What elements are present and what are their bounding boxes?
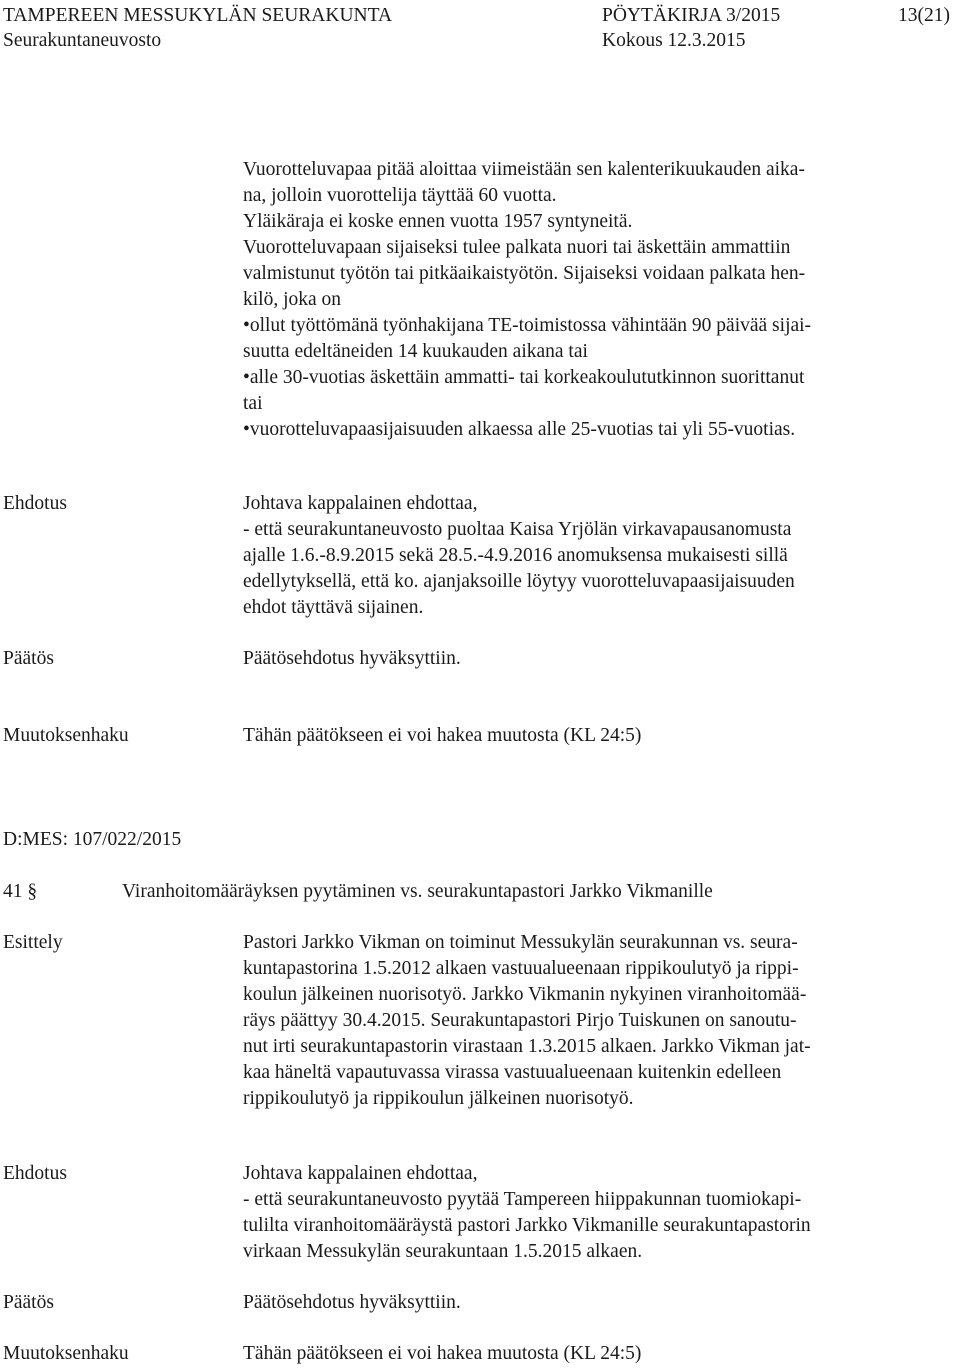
presentation-line: koulun jälkeinen nuorisotyö. Jarkko Vikmanin nykyinen viranhoitomää- (243, 984, 807, 1005)
intro-line: Vuorotteluvapaa pitää aloittaa viimeistään sen kalenterikuukauden aika- (243, 159, 805, 180)
intro-line: •vuorotteluvapaasijaisuuden alkaessa alle 25-vuotias tai yli 55-vuotias. (243, 419, 796, 440)
appeal-text: Tähän päätökseen ei voi hakea muutosta (KL 24:5) (243, 725, 642, 746)
presentation-line: nut irti seurakuntapastorin virastaan 1.3.2015 alkaen. Jarkko Vikman jat- (243, 1036, 811, 1057)
presentation-line: kuntapastorina 1.5.2012 alkaen vastuualueenaan rippikoulutyö ja rippi- (243, 958, 799, 979)
meeting-date: Kokous 12.3.2015 (602, 30, 746, 51)
appeal-text-2: Tähän päätökseen ei voi hakea muutosta (KL 24:5) (243, 1343, 642, 1364)
intro-line: •alle 30-vuotias äskettäin ammatti- tai korkeakoulututkinnon suorittanut (243, 367, 805, 388)
intro-line: valmistunut työtön tai pitkäaikaistyötön. Sijaiseksi voidaan palkata hen- (243, 263, 806, 284)
presentation-line: Pastori Jarkko Vikman on toiminut Messukylän seurakunnan vs. seura- (243, 932, 798, 953)
intro-line: •ollut työttömänä työnhakijana TE-toimistossa vähintään 90 päivää sijai- (243, 315, 812, 336)
intro-line: kilö, joka on (243, 289, 342, 310)
header-left (3, 3, 392, 53)
proposal-line: ehdot täyttävä sijainen. (243, 597, 424, 618)
proposal-line: virkaan Messukylän seurakuntaan 1.5.2015 alkaen. (243, 1241, 643, 1262)
reference-number: D:MES: 107/022/2015 (3, 829, 182, 850)
intro-line: Vuorotteluvapaan sijaiseksi tulee palkata nuori tai äskettäin ammattiin (243, 237, 791, 258)
organization-name: TAMPEREEN MESSUKYLÄN SEURAKUNTA (3, 5, 393, 26)
presentation-line: räys päättyy 30.4.2015. Seurakuntapastori Pirjo Tuiskunen on sanoutu- (243, 1010, 797, 1031)
proposal-line: ajalle 1.6.-8.9.2015 sekä 28.5.-4.9.2016 anomuksensa mukaisesti sillä (243, 545, 788, 566)
proposal-text-2 (243, 1161, 955, 1265)
proposal-label: Ehdotus (3, 493, 67, 514)
proposal-line: tulilta viranhoitomääräystä pastori Jarkko Vikmanille seurakuntapastorin (243, 1215, 811, 1236)
presentation-line: kaa häneltä vapautuvassa virassa vastuualueenaan kuitenkin edelleen (243, 1062, 782, 1083)
section-title: Viranhoitomääräyksen pyytäminen vs. seurakuntapastori Jarkko Vikmanille (122, 881, 713, 902)
appeal-label-2: Muutoksenhaku (3, 1343, 129, 1364)
proposal-line: Johtava kappalainen ehdottaa, (243, 1163, 478, 1184)
decision-text: Päätösehdotus hyväksyttiin. (243, 648, 461, 669)
appeal-label: Muutoksenhaku (3, 725, 129, 746)
proposal-label-2: Ehdotus (3, 1163, 67, 1184)
intro-line: tai (243, 393, 263, 414)
decision-label: Päätös (3, 648, 54, 669)
section-number: 41 § (3, 881, 38, 902)
body-name: Seurakuntaneuvosto (3, 30, 162, 51)
proposal-line: edellytyksellä, että ko. ajanjaksoille löytyy vuorotteluvapaasijaisuuden (243, 571, 795, 592)
decision-label-2: Päätös (3, 1292, 54, 1313)
proposal-line: - että seurakuntaneuvosto pyytää Tampereen hiippakunnan tuomiokapi- (243, 1189, 802, 1210)
presentation-label: Esittely (3, 932, 63, 953)
intro-line: suutta edeltäneiden 14 kuukauden aikana tai (243, 341, 588, 362)
proposal-line: Johtava kappalainen ehdottaa, (243, 493, 478, 514)
intro-text (243, 157, 955, 443)
presentation-line: rippikoulutyö ja rippikoulun jälkeinen nuorisotyö. (243, 1088, 634, 1109)
presentation-text (243, 930, 955, 1112)
document-title: PÖYTÄKIRJA 3/2015 (602, 5, 781, 26)
intro-line: na, jolloin vuorottelija täyttää 60 vuotta. (243, 185, 557, 206)
page-number: 13(21) (898, 5, 950, 26)
intro-line: Yläikäraja ei koske ennen vuotta 1957 syntyneitä. (243, 211, 633, 232)
decision-text-2: Päätösehdotus hyväksyttiin. (243, 1292, 461, 1313)
proposal-line: - että seurakuntaneuvosto puoltaa Kaisa Yrjölän virkavapausanomusta (243, 519, 792, 540)
header-middle (602, 3, 780, 53)
proposal-text (243, 491, 955, 621)
